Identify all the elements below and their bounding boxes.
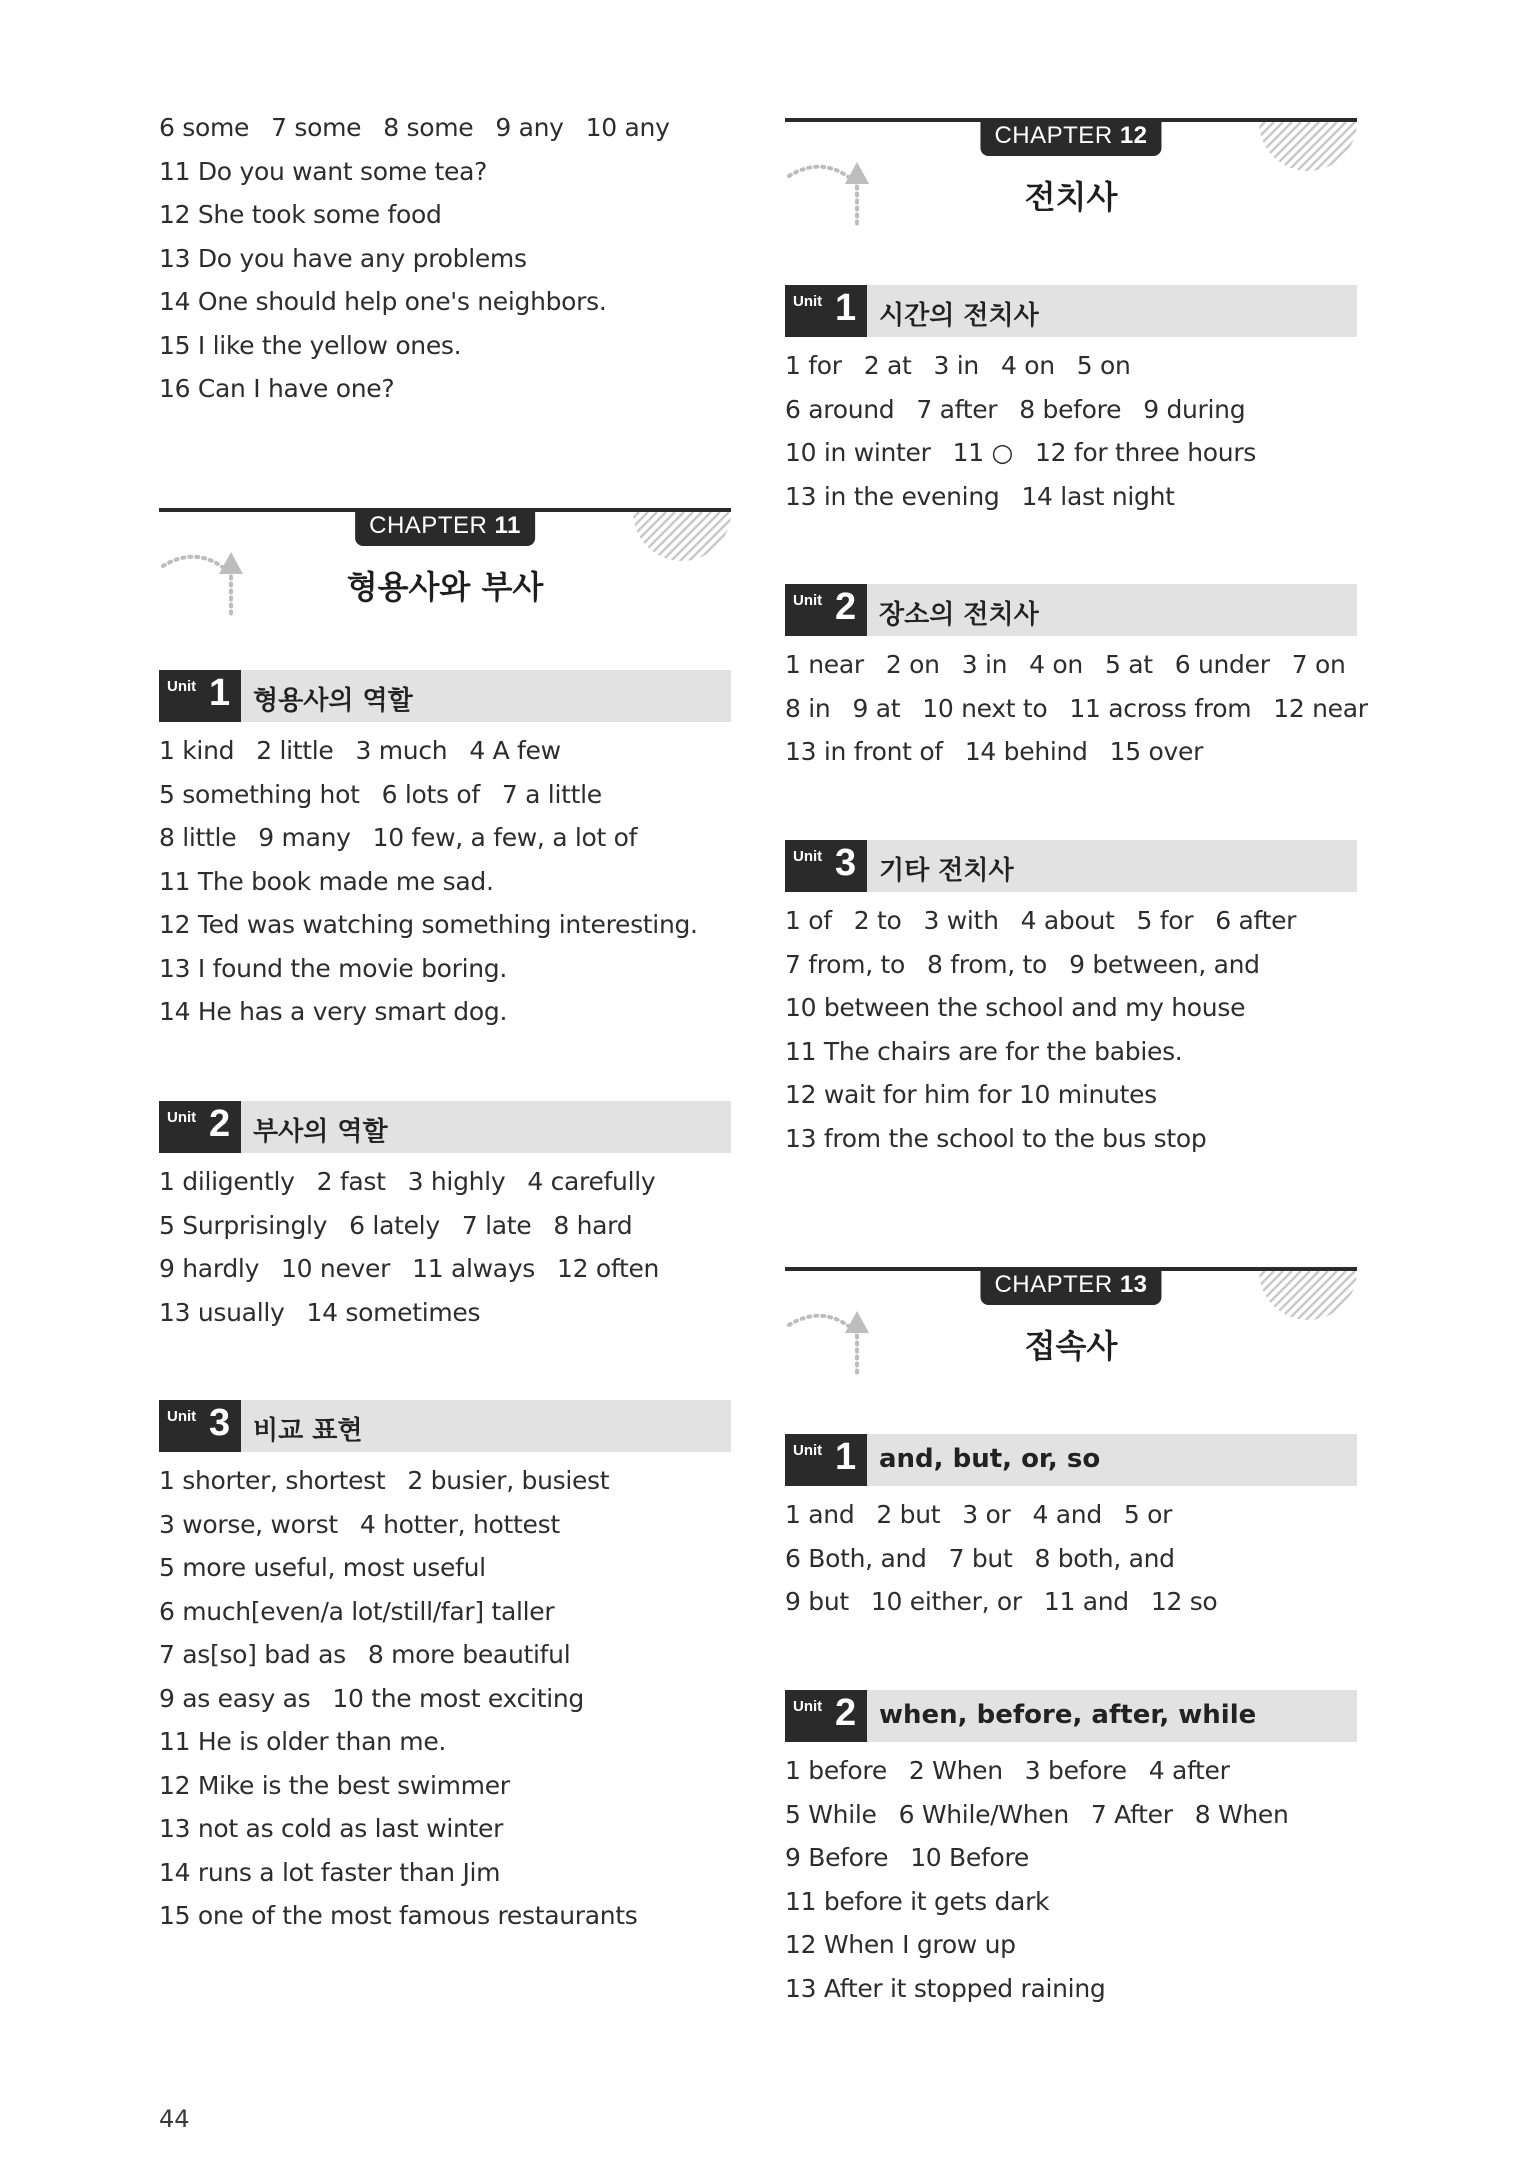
answer-item: 8 some xyxy=(383,113,474,142)
answer-line xyxy=(785,1124,1206,1154)
answer-line xyxy=(785,1500,1172,1530)
answer-item: 4 and xyxy=(1032,1500,1102,1529)
unit-badge-number: 2 xyxy=(835,1692,857,1734)
answer-line xyxy=(159,287,607,317)
answer-item: 4 hotter, hottest xyxy=(359,1509,560,1539)
answer-line xyxy=(785,482,1175,512)
unit-badge-number: 1 xyxy=(835,287,857,329)
unit-badge-word: Unit xyxy=(793,592,823,609)
answer-item: 5 While xyxy=(785,1799,877,1829)
answer-line xyxy=(159,1167,655,1197)
answer-item: 13 usually xyxy=(159,1297,285,1327)
answer-item: 7 some xyxy=(271,113,362,142)
answer-item: 12 for three hours xyxy=(1034,438,1257,467)
answer-item: 14 He has a very smart dog. xyxy=(159,997,508,1026)
answer-item: 6 some xyxy=(159,113,250,142)
answer-item: 8 When xyxy=(1194,1799,1289,1829)
answer-item: 12 wait for him for 10 minutes xyxy=(785,1080,1157,1109)
answer-item: 10 either, or xyxy=(870,1587,1022,1616)
answer-item: 2 fast xyxy=(316,1167,386,1196)
unit-title: 시간의 전치사 xyxy=(879,301,1039,331)
answer-line xyxy=(785,1974,1105,2004)
answer-item: 4 on xyxy=(1029,650,1083,679)
answer-item: 4 about xyxy=(1020,906,1115,935)
answer-line xyxy=(159,1298,480,1328)
answer-item: 12 She took some food xyxy=(159,200,442,229)
unit-title: 장소의 전치사 xyxy=(879,600,1039,630)
chapter-header xyxy=(785,118,1357,248)
chapter-label-prefix: CHAPTER xyxy=(994,122,1113,149)
answer-line xyxy=(159,997,507,1027)
answer-item: 14 last night xyxy=(1021,481,1175,511)
answer-item: 15 one of the most famous restaurants xyxy=(159,1901,638,1930)
unit-badge-number: 1 xyxy=(209,672,231,714)
unit-header xyxy=(159,1400,731,1452)
unit-header xyxy=(159,670,731,722)
answer-item: 1 before xyxy=(785,1756,887,1785)
answer-item: 9 between, and xyxy=(1069,949,1260,979)
answer-item: 9 hardly xyxy=(159,1254,260,1283)
unit-badge-number: 1 xyxy=(835,1436,857,1478)
answer-line xyxy=(785,1544,1175,1574)
answer-item: 6 much[even/a lot/still/far] taller xyxy=(159,1596,555,1626)
answer-line xyxy=(159,1510,560,1540)
answer-item: 14 sometimes xyxy=(306,1297,481,1327)
answer-item: 13 not as cold as last winter xyxy=(159,1814,504,1843)
answer-item: 5 on xyxy=(1076,351,1131,380)
answer-item: 12 so xyxy=(1150,1587,1218,1616)
unit-badge-word: Unit xyxy=(793,1442,823,1459)
answer-item: 11 The book made me sad. xyxy=(159,866,494,896)
answer-item: 9 at xyxy=(852,693,901,723)
unit-badge-number: 3 xyxy=(835,842,857,884)
answer-line xyxy=(159,374,394,404)
answer-item: 9 many xyxy=(258,823,351,852)
answer-item: 9 but xyxy=(785,1587,849,1616)
chapter-label xyxy=(355,508,535,546)
answer-item: 13 in front of xyxy=(785,737,943,766)
answer-item: 15 over xyxy=(1109,737,1204,766)
answer-item: 10 few, a few, a lot of xyxy=(372,823,638,852)
answer-line xyxy=(785,1843,1029,1873)
answer-item: 11 Do you want some tea? xyxy=(159,156,488,186)
unit-badge xyxy=(785,285,867,337)
answer-item: 8 from, to xyxy=(927,949,1048,979)
answer-line xyxy=(159,867,494,897)
answer-item: 5 Surprisingly xyxy=(159,1210,328,1240)
answer-item: 4 carefully xyxy=(527,1167,656,1196)
answer-item: 5 for xyxy=(1136,906,1194,935)
unit-badge-word: Unit xyxy=(793,848,823,865)
chapter-number: 13 xyxy=(1119,1271,1148,1298)
answer-item: 2 on xyxy=(885,650,940,679)
answer-item: 8 little xyxy=(159,823,237,852)
answer-item: 11 across from xyxy=(1069,693,1252,723)
answer-item: 10 Before xyxy=(910,1843,1029,1872)
chapter-header xyxy=(785,1267,1357,1397)
unit-badge-number: 3 xyxy=(209,1402,231,1444)
unit-badge xyxy=(159,670,241,722)
answer-line xyxy=(785,1800,1289,1830)
answer-item: 4 A few xyxy=(469,736,561,765)
unit-badge xyxy=(785,584,867,636)
answer-item: 2 at xyxy=(863,351,912,380)
answer-item: 6 lots of xyxy=(381,779,480,809)
answer-item: 10 never xyxy=(281,1254,391,1283)
page-number: 44 xyxy=(159,2105,190,2133)
answer-line xyxy=(159,1466,609,1496)
answer-item: 6 around xyxy=(785,394,895,424)
answer-item: 11 and xyxy=(1043,1587,1129,1616)
unit-badge-word: Unit xyxy=(793,293,823,310)
answer-item: 8 both, and xyxy=(1034,1543,1175,1573)
answer-item: 8 hard xyxy=(553,1210,633,1240)
chapter-title: 전치사 xyxy=(1024,178,1118,216)
answer-item: 14 One should help one's neighbors. xyxy=(159,287,607,316)
answer-item: 12 Ted was watching something interesting. xyxy=(159,910,698,939)
answer-item: 2 busier, busiest xyxy=(407,1466,610,1495)
answer-line xyxy=(159,331,461,361)
answer-line xyxy=(785,1930,1016,1960)
unit-badge-word: Unit xyxy=(167,678,197,695)
answer-item: 13 Do you have any problems xyxy=(159,243,527,273)
answer-item: 7 late xyxy=(461,1210,532,1240)
answer-item: 6 under xyxy=(1174,650,1270,679)
unit-header xyxy=(785,1434,1357,1486)
unit-badge-number: 2 xyxy=(209,1103,231,1145)
unit-badge-number: 2 xyxy=(835,586,857,628)
answer-item: 3 highly xyxy=(407,1167,506,1196)
unit-title: 기타 전치사 xyxy=(879,856,1014,886)
answer-item: 2 When xyxy=(908,1756,1003,1785)
answer-item: 1 kind xyxy=(159,736,235,765)
chapter-label xyxy=(980,118,1161,156)
answer-item: 10 any xyxy=(585,113,670,142)
answer-item: 13 from the school to the bus stop xyxy=(785,1123,1207,1153)
answer-line xyxy=(159,910,698,940)
answer-item: 10 the most exciting xyxy=(332,1683,584,1713)
answer-line xyxy=(785,1037,1182,1067)
answer-item: 8 in xyxy=(785,693,831,723)
answer-item: 1 and xyxy=(785,1500,855,1529)
answer-line xyxy=(785,950,1260,980)
answer-line xyxy=(785,1887,1049,1917)
answer-item: 6 lately xyxy=(349,1210,440,1240)
answer-item: 7 After xyxy=(1090,1799,1173,1829)
unit-badge xyxy=(159,1101,241,1153)
answer-line xyxy=(785,438,1256,468)
chapter-title: 접속사 xyxy=(1024,1327,1118,1365)
unit-header xyxy=(159,1101,731,1153)
answer-item: 1 for xyxy=(785,351,842,380)
answer-line xyxy=(159,780,602,810)
answer-line xyxy=(159,1727,446,1757)
unit-title: 형용사의 역할 xyxy=(253,686,413,716)
answer-item: 3 with xyxy=(923,906,999,935)
answer-line xyxy=(159,1211,632,1241)
answer-line xyxy=(159,1814,503,1844)
answer-item: 11 He is older than me. xyxy=(159,1727,447,1756)
answer-item: 7 after xyxy=(916,394,998,424)
answer-line xyxy=(159,157,487,187)
answer-item: 5 something hot xyxy=(159,779,360,809)
answer-item: 1 shorter, shortest xyxy=(159,1466,386,1495)
chapter-label-prefix: CHAPTER xyxy=(369,512,488,539)
unit-header xyxy=(785,584,1357,636)
answer-item: 14 behind xyxy=(964,737,1088,766)
answer-item: 13 in the evening xyxy=(785,481,1000,511)
answer-item: 3 in xyxy=(933,351,979,380)
answer-item: 10 in winter xyxy=(785,438,931,467)
answer-item: 6 While/When xyxy=(898,1799,1069,1829)
answer-line xyxy=(159,200,442,230)
answer-item: 9 during xyxy=(1143,394,1246,424)
answer-item: 9 Before xyxy=(785,1843,889,1872)
answer-line xyxy=(159,823,637,853)
answer-line xyxy=(159,1597,554,1627)
answer-item: 12 near xyxy=(1273,693,1368,723)
answer-line xyxy=(785,351,1131,381)
answer-item: 12 Mike is the best swimmer xyxy=(159,1770,510,1800)
answer-item: 1 of xyxy=(785,906,832,935)
answer-line xyxy=(785,650,1346,680)
answer-item: 8 more beautiful xyxy=(367,1640,571,1669)
unit-title: 부사의 역할 xyxy=(253,1117,388,1147)
unit-badge xyxy=(785,1690,867,1742)
answer-item: 11 The chairs are for the babies. xyxy=(785,1036,1183,1066)
answer-item: 14 runs a lot faster than Jim xyxy=(159,1857,501,1887)
unit-header xyxy=(785,285,1357,337)
unit-header xyxy=(785,1690,1357,1742)
chapter-label xyxy=(980,1267,1161,1305)
answer-line xyxy=(785,993,1245,1023)
answer-item: 7 but xyxy=(948,1543,1013,1573)
unit-title: 비교 표현 xyxy=(253,1416,363,1446)
answer-item: 6 after xyxy=(1215,906,1297,935)
answer-item: 3 much xyxy=(355,736,448,765)
answer-item: 8 before xyxy=(1019,394,1122,424)
answer-item: 11 always xyxy=(412,1254,536,1283)
answer-item: 3 in xyxy=(961,650,1008,679)
answer-line xyxy=(159,1858,500,1888)
answer-item: 2 but xyxy=(876,1500,941,1529)
unit-badge-word: Unit xyxy=(167,1109,197,1126)
answer-item: 1 near xyxy=(785,650,864,679)
answer-line xyxy=(159,244,527,274)
answer-item: 7 on xyxy=(1291,650,1346,679)
answer-line xyxy=(159,1771,510,1801)
answer-item: 7 from, to xyxy=(785,949,906,979)
answer-item: 9 any xyxy=(495,113,564,142)
answer-item: 12 When I grow up xyxy=(785,1930,1016,1959)
answer-item: 9 as easy as xyxy=(159,1683,311,1713)
unit-badge-word: Unit xyxy=(793,1698,823,1715)
answer-item: 3 before xyxy=(1024,1756,1127,1785)
answer-line xyxy=(159,1254,659,1284)
unit-badge-word: Unit xyxy=(167,1408,197,1425)
answer-line xyxy=(785,906,1296,936)
answer-line xyxy=(159,1901,638,1931)
answer-item: 11 ○ xyxy=(952,438,1013,467)
unit-badge xyxy=(159,1400,241,1452)
answer-item: 16 Can I have one? xyxy=(159,374,395,403)
chapter-title: 형용사와 부사 xyxy=(346,568,544,606)
answer-item: 6 Both, and xyxy=(785,1543,927,1573)
answer-line xyxy=(785,694,1368,724)
answer-line xyxy=(785,1080,1157,1110)
answer-line xyxy=(785,737,1203,767)
answer-item: 11 before it gets dark xyxy=(785,1886,1050,1916)
answer-item: 10 next to xyxy=(922,693,1048,723)
answer-item: 12 often xyxy=(557,1254,660,1283)
answer-item: 2 little xyxy=(256,736,334,765)
answer-item: 3 worse, worst xyxy=(159,1509,338,1539)
answer-line xyxy=(159,1553,486,1583)
unit-badge xyxy=(785,840,867,892)
answer-item: 7 a little xyxy=(501,779,602,809)
answer-line xyxy=(785,1587,1217,1617)
unit-title: when, before, after, while xyxy=(879,1700,1257,1730)
answer-line xyxy=(159,954,507,984)
unit-title: and, but, or, so xyxy=(879,1444,1101,1474)
chapter-number: 12 xyxy=(1119,122,1148,149)
answer-line xyxy=(159,1640,570,1670)
answer-item: 4 after xyxy=(1148,1756,1230,1785)
unit-badge xyxy=(785,1434,867,1486)
answer-item: 1 diligently xyxy=(159,1167,295,1196)
answer-line xyxy=(785,1756,1230,1786)
answer-item: 3 or xyxy=(962,1500,1011,1529)
answer-item: 13 I found the movie boring. xyxy=(159,953,508,983)
answer-item: 10 between the school and my house xyxy=(785,993,1246,1022)
answer-item: 15 I like the yellow ones. xyxy=(159,330,462,360)
answer-line xyxy=(159,113,670,143)
answer-item: 13 After it stopped raining xyxy=(785,1973,1106,2003)
answer-item: 5 more useful, most useful xyxy=(159,1553,486,1582)
answer-line xyxy=(785,395,1245,425)
answer-item: 7 as[so] bad as xyxy=(159,1640,346,1669)
answer-item: 2 to xyxy=(853,906,902,935)
chapter-header xyxy=(159,508,731,638)
answer-item: 5 at xyxy=(1104,650,1153,679)
answer-line xyxy=(159,1684,584,1714)
answer-item: 5 or xyxy=(1123,1500,1173,1529)
chapter-label-prefix: CHAPTER xyxy=(994,1271,1113,1298)
unit-header xyxy=(785,840,1357,892)
answer-line xyxy=(159,736,561,766)
answer-item: 4 on xyxy=(1000,351,1055,380)
chapter-number: 11 xyxy=(494,512,521,539)
